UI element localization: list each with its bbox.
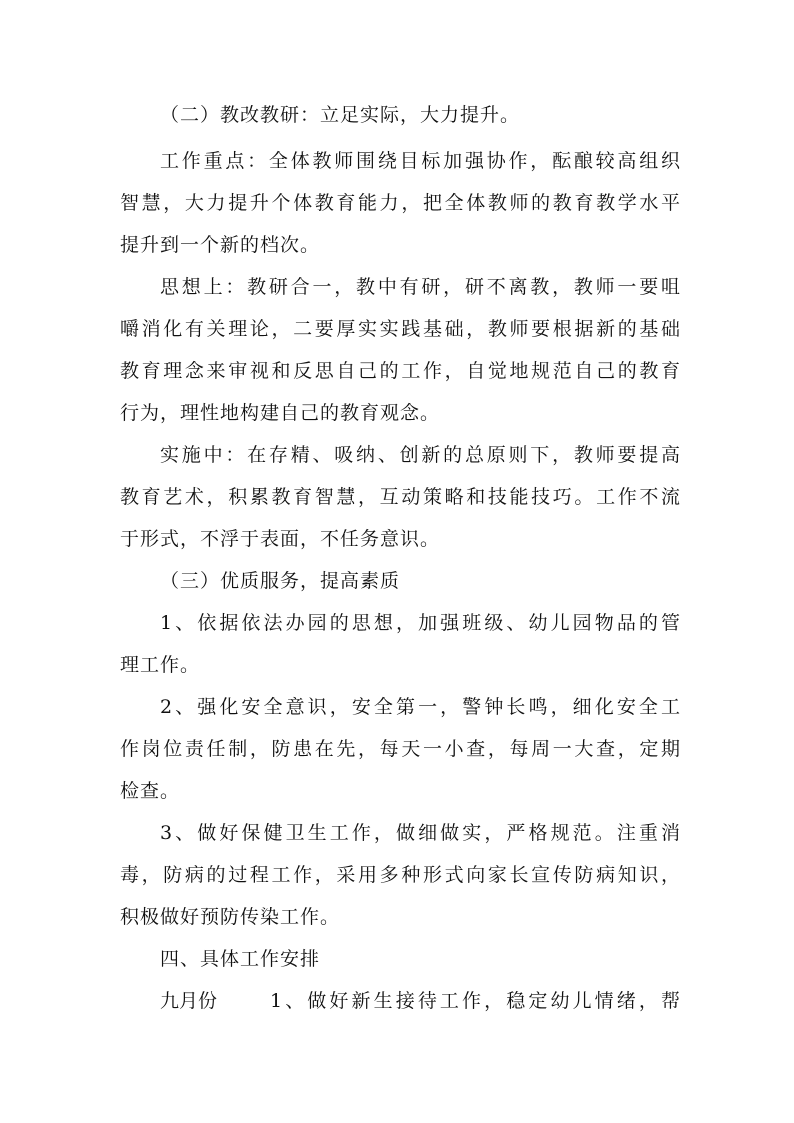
month-task-text: 1、做好新生接待工作，稳定幼儿情绪，帮 bbox=[270, 990, 680, 1012]
service-item-2-line-3: 检查。 bbox=[120, 780, 181, 802]
service-item-3-line-1: 3、做好保健卫生工作，做细做实，严格规范。注重消 bbox=[160, 822, 680, 844]
paragraph-implementation-line-1: 实施中：在存精、吸纳、创新的总原则下，教师要提高 bbox=[160, 444, 680, 466]
paragraph-thought-line-1: 思想上：教研合一，教中有研，研不离教，教师一要咀 bbox=[160, 276, 680, 298]
paragraph-work-focus-line-2: 智慧，大力提升个体教育能力，把全体教师的教育教学水平 bbox=[120, 192, 680, 214]
paragraph-implementation-line-3: 于形式，不浮于表面，不任务意识。 bbox=[120, 528, 441, 550]
paragraph-thought-line-4: 行为，理性地构建自己的教育观念。 bbox=[120, 402, 441, 424]
section-heading-teaching-research: （二）教改教研：立足实际，大力提升。 bbox=[160, 104, 521, 126]
paragraph-thought-line-3: 教育理念来审视和反思自己的工作，自觉地规范自己的教育 bbox=[120, 360, 680, 382]
paragraph-work-focus-line-1: 工作重点：全体教师围绕目标加强协作，酝酿较高组织 bbox=[160, 150, 680, 172]
paragraph-work-focus-line-3: 提升到一个新的档次。 bbox=[120, 234, 321, 256]
month-label: 九月份 bbox=[160, 990, 218, 1012]
service-item-1-line-2: 理工作。 bbox=[120, 654, 201, 676]
service-item-2-line-2: 作岗位责任制，防患在先，每天一小查，每周一大查，定期 bbox=[120, 738, 680, 760]
service-item-2-line-1: 2、强化安全意识，安全第一，警钟长鸣，细化安全工 bbox=[160, 696, 680, 718]
month-schedule-row bbox=[160, 983, 680, 1019]
section-heading-work-arrangement: 四、具体工作安排 bbox=[160, 948, 321, 970]
paragraph-thought-line-2: 嚼消化有关理论，二要厚实实践基础，教师要根据新的基础 bbox=[120, 318, 680, 340]
service-item-3-line-2: 毒，防病的过程工作，采用多种形式向家长宣传防病知识， bbox=[120, 864, 680, 886]
service-item-1-line-1: 1、依据依法办园的思想，加强班级、幼儿园物品的管 bbox=[160, 612, 680, 634]
paragraph-implementation-line-2: 教育艺术，积累教育智慧，互动策略和技能技巧。工作不流 bbox=[120, 486, 680, 508]
service-item-3-line-3: 积极做好预防传染工作。 bbox=[120, 906, 341, 928]
section-heading-quality-service: （三）优质服务，提高素质 bbox=[160, 570, 401, 592]
